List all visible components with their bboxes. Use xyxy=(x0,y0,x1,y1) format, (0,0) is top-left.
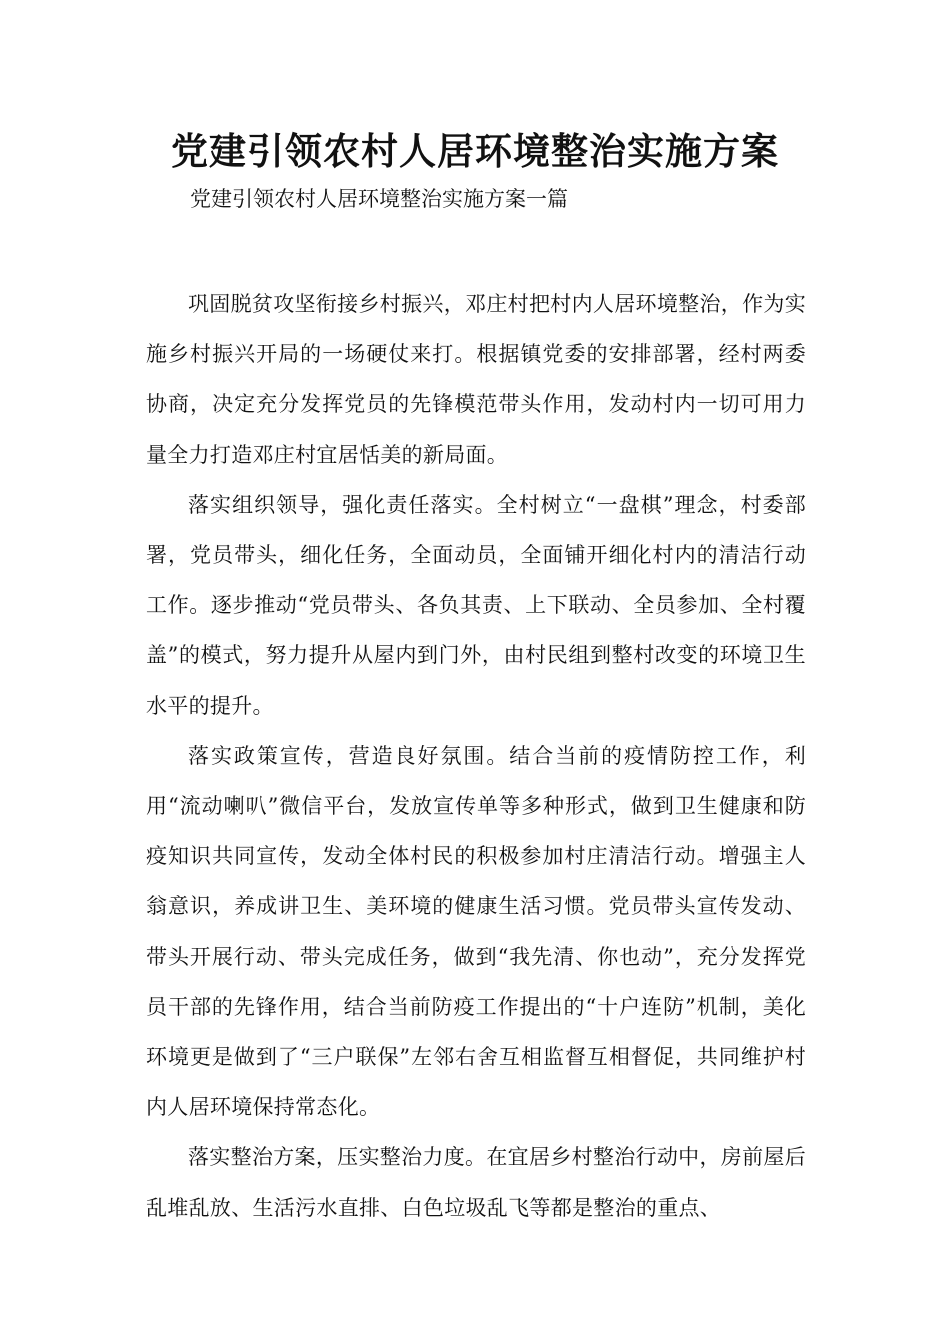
document-subtitle: 党建引领农村人居环境整治实施方案一篇 xyxy=(190,187,568,211)
paragraph-4: 落实整治方案，压实整治力度。在宜居乡村整治行动中，房前屋后乱堆乱放、生活污水直排、白色垃圾乱飞等都是整治的重点、 xyxy=(146,1145,806,1220)
document-body xyxy=(146,279,806,1233)
paragraph-1: 巩固脱贫攻坚衔接乡村振兴，邓庄村把村内人居环境整治，作为实施乡村振兴开局的一场硬仗来打。根据镇党委的安排部署，经村两委协商，决定充分发挥党员的先锋模范带头作用，发动村内一切可用力量全力打造邓庄村宜居恬美的新局面。 xyxy=(146,292,806,467)
paragraph-3: 落实政策宣传，营造良好氛围。结合当前的疫情防控工作，利用“流动喇叭”微信平台，发放宣传单等多种形式，做到卫生健康和防疫知识共同宣传，发动全体村民的积极参加村庄清洁行动。增强主人翁意识，养成讲卫生、美环境的健康生活习惯。党员带头宣传发动、带头开展行动、带头完成任务，做到“我先清、你也动”，充分发挥党员干部的先锋作用，结合当前防疫工作提出的“十户连防”机制，美化环境更是做到了“三户联保”左邻右舍互相监督互相督促，共同维护村内人居环境保持常态化。 xyxy=(146,743,806,1120)
paragraph-2: 落实组织领导，强化责任落实。全村树立“一盘棋”理念，村委部署，党员带头，细化任务，全面动员，全面铺开细化村内的清洁行动工作。逐步推动“党员带头、各负其责、上下联动、全员参加、全村覆盖”的模式，努力提升从屋内到门外，由村民组到整村改变的环境卫生水平的提升。 xyxy=(146,492,806,718)
document-title: 党建引领农村人居环境整治实施方案 xyxy=(171,130,779,173)
